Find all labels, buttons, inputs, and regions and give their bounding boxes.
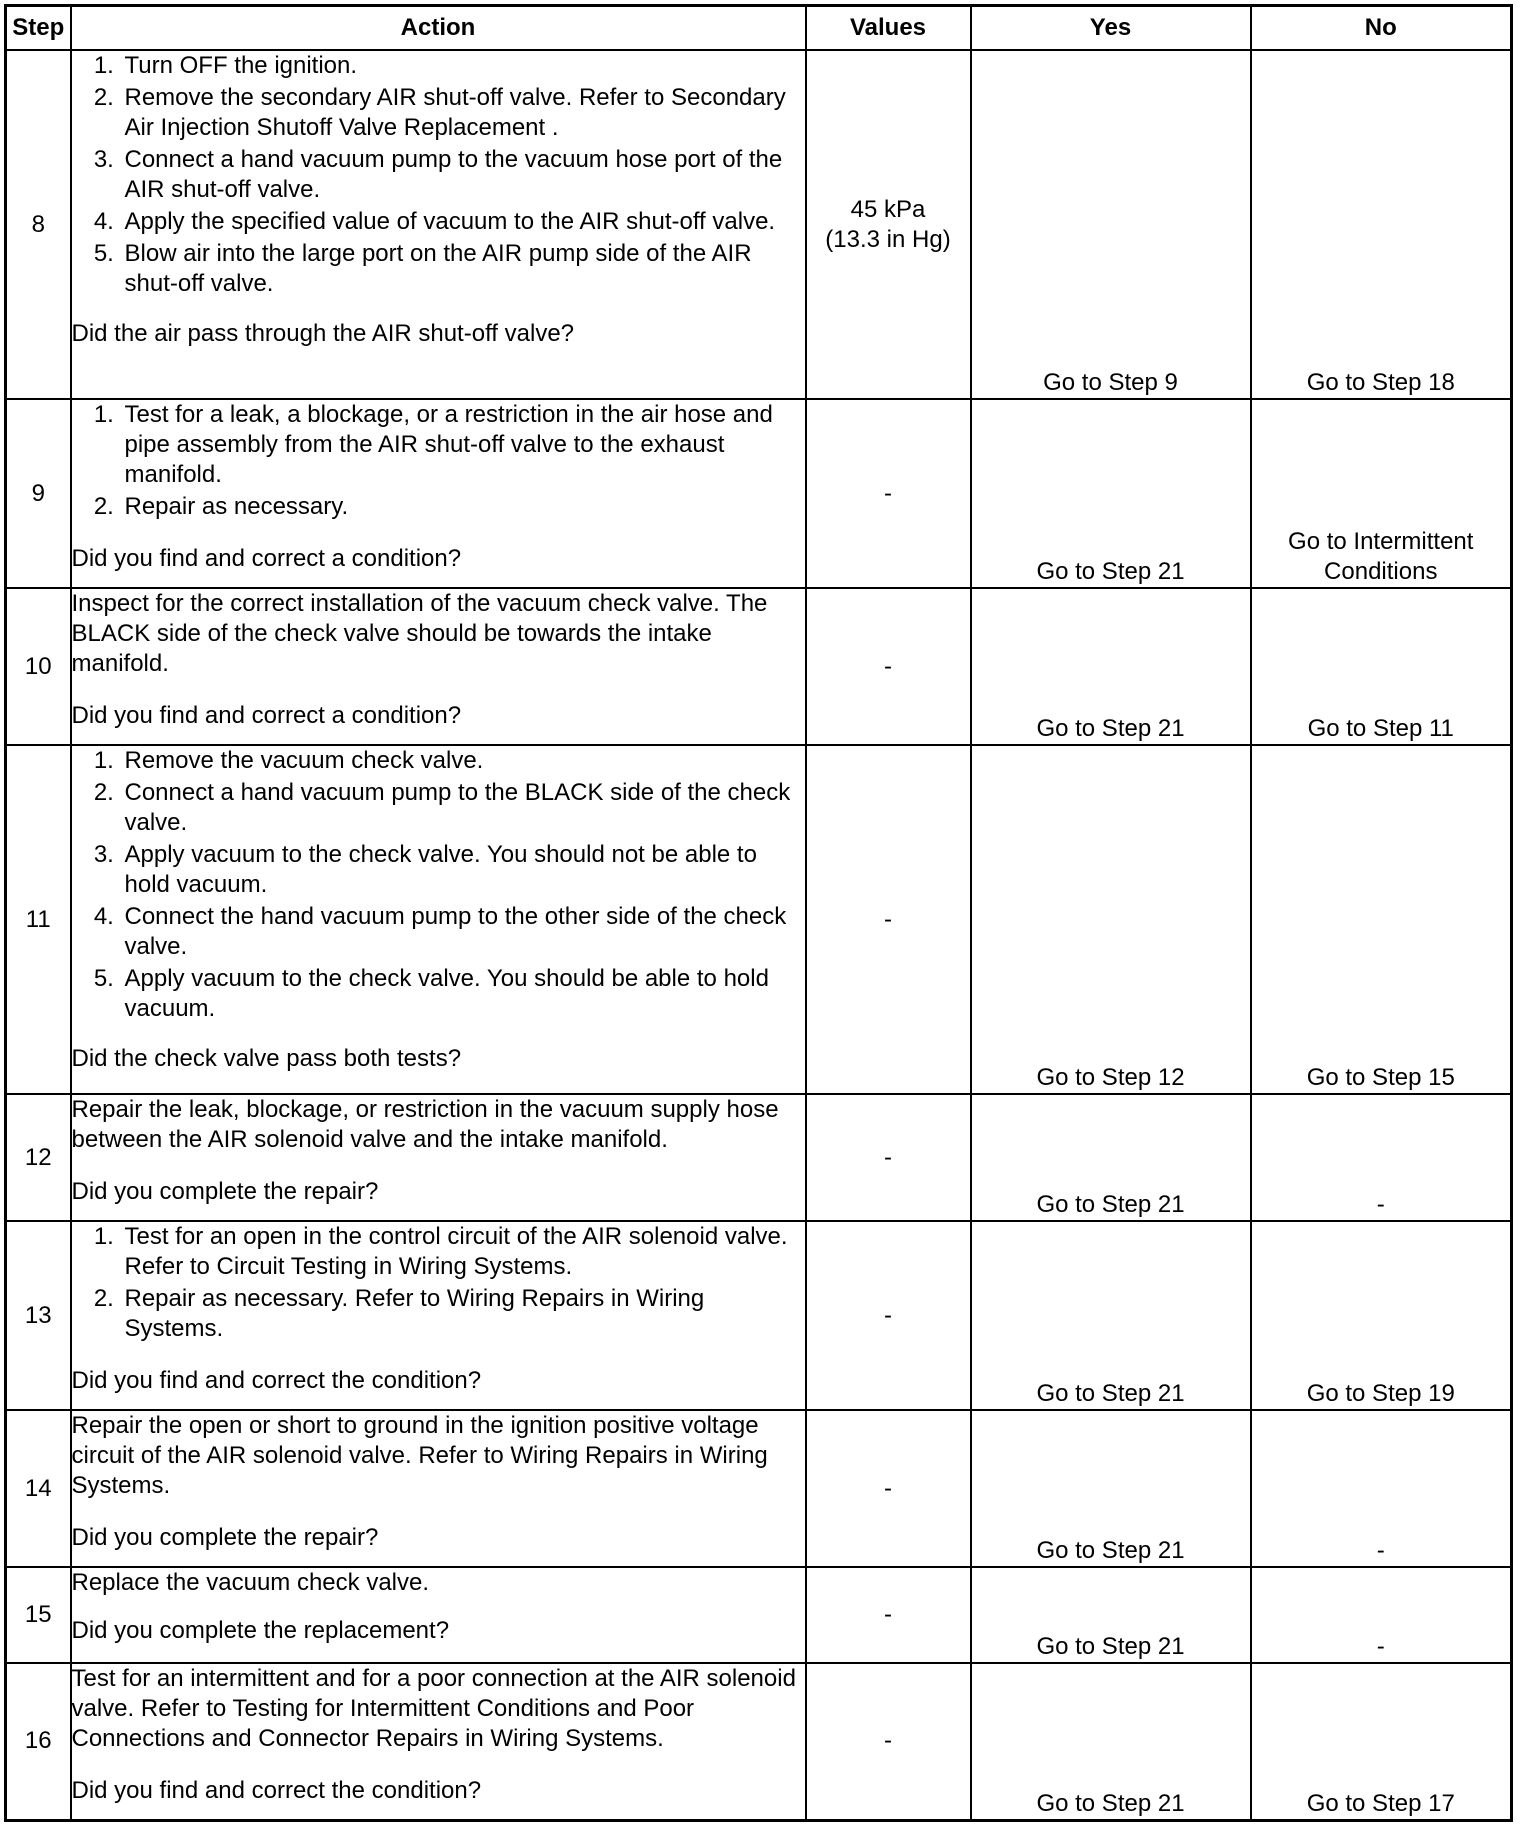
list-item: 3. Apply vacuum to the check valve. You should not be able to hold vacuum. [121, 840, 805, 900]
list-item: 2. Connect a hand vacuum pump to the BLACK side of the check valve. [121, 778, 805, 838]
yes-cell: Go to Step 9 [971, 50, 1251, 399]
action-text: Replace the vacuum check valve. [71, 1569, 430, 1596]
no-cell: - [1251, 1567, 1512, 1663]
values-cell: - [806, 1410, 971, 1567]
diagnostic-table-sheet [4, 4, 1510, 1822]
yes-cell: Go to Step 21 [971, 1094, 1251, 1221]
action-steps-list [72, 746, 805, 1024]
action-cell [71, 1410, 806, 1567]
action-cell [71, 1663, 806, 1820]
action-text: Inspect for the correct installation of the vacuum check valve. The BLACK side of the check valve should be towards the intake manifold. [71, 590, 768, 677]
action-steps-list [72, 1222, 805, 1344]
table-row [6, 50, 1512, 399]
values-cell: - [806, 399, 971, 588]
no-cell: - [1251, 1410, 1512, 1567]
header-step: Step [6, 6, 71, 51]
yes-cell: Go to Step 21 [971, 1567, 1251, 1663]
step-number: 16 [6, 1663, 71, 1820]
action-text: Repair the open or short to ground in the ignition positive voltage circuit of the AIR solenoid valve. Refer to Wiring Repairs in Wiring Systems. [71, 1412, 768, 1499]
list-item: 4. Connect the hand vacuum pump to the other side of the check valve. [121, 902, 805, 962]
step-number: 13 [6, 1221, 71, 1410]
step-number: 12 [6, 1094, 71, 1221]
list-item: 4. Apply the specified value of vacuum to the AIR shut-off valve. [121, 207, 805, 237]
values-cell: - [806, 1567, 971, 1663]
values-cell: - [806, 1094, 971, 1221]
list-item: 5. Apply vacuum to the check valve. You should be able to hold vacuum. [121, 964, 805, 1024]
action-cell [71, 1094, 806, 1221]
no-cell: Go to Step 15 [1251, 745, 1512, 1094]
action-steps-list [72, 400, 805, 522]
action-cell [71, 588, 806, 745]
no-cell: Go to Step 17 [1251, 1663, 1512, 1820]
list-item: 2. Repair as necessary. Refer to Wiring Repairs in Wiring Systems. [121, 1284, 805, 1344]
action-text: Test for an intermittent and for a poor connection at the AIR solenoid valve. Refer to Testing for Intermittent Conditions and Poor Connections and Connector Repairs in Wiring Systems. [71, 1665, 796, 1752]
values-cell: - [806, 745, 971, 1094]
table-row [6, 1221, 1512, 1410]
list-item: 1. Remove the vacuum check valve. [121, 746, 805, 776]
no-line: Conditions [1324, 558, 1438, 585]
list-item: 2. Repair as necessary. [121, 492, 805, 522]
no-cell: - [1251, 1094, 1512, 1221]
no-cell: Go to Step 19 [1251, 1221, 1512, 1410]
list-item: 3. Connect a hand vacuum pump to the vacuum hose port of the AIR shut-off valve. [121, 145, 805, 205]
no-line: Go to Intermittent [1288, 528, 1474, 555]
table-row [6, 1567, 1512, 1663]
values-cell: - [806, 1221, 971, 1410]
yes-cell: Go to Step 21 [971, 588, 1251, 745]
yes-cell: Go to Step 21 [971, 1221, 1251, 1410]
values-line: (13.3 in Hg) [825, 225, 951, 253]
action-cell [71, 1567, 806, 1663]
diagnostic-table [4, 4, 1513, 1822]
list-item: 1. Test for an open in the control circuit of the AIR solenoid valve. Refer to Circuit Testing in Wiring Systems. [121, 1222, 805, 1282]
action-question: Did you complete the replacement? [71, 1617, 450, 1644]
yes-cell: Go to Step 21 [971, 1663, 1251, 1820]
action-cell [71, 50, 806, 399]
table-row [6, 399, 1512, 588]
yes-cell: Go to Step 12 [971, 745, 1251, 1094]
list-item: 1. Test for a leak, a blockage, or a restriction in the air hose and pipe assembly from the AIR shut-off valve to the exhaust manifold. [121, 400, 805, 490]
action-steps-list [72, 51, 805, 299]
table-row [6, 588, 1512, 745]
action-question: Did you find and correct a condition? [71, 702, 462, 729]
yes-cell: Go to Step 21 [971, 1410, 1251, 1567]
table-row [6, 1663, 1512, 1820]
header-yes: Yes [971, 6, 1251, 51]
table-row [6, 745, 1512, 1094]
action-cell [71, 745, 806, 1094]
no-cell: Go to Step 18 [1251, 50, 1512, 399]
list-item: 5. Blow air into the large port on the AIR pump side of the AIR shut-off valve. [121, 239, 805, 299]
step-number: 15 [6, 1567, 71, 1663]
table-header-row [6, 6, 1512, 51]
list-item: 1. Turn OFF the ignition. [121, 51, 805, 81]
action-cell [71, 399, 806, 588]
action-question: Did you find and correct the condition? [71, 1777, 482, 1804]
table-row [6, 1094, 1512, 1221]
step-number: 9 [6, 399, 71, 588]
values-cell: - [806, 1663, 971, 1820]
values-line: 45 kPa [850, 195, 926, 223]
action-question: Did you find and correct a condition? [71, 545, 462, 572]
step-number: 14 [6, 1410, 71, 1567]
action-text: Repair the leak, blockage, or restriction in the vacuum supply hose between the AIR solenoid valve and the intake manifold. [71, 1096, 779, 1153]
action-question: Did you complete the repair? [71, 1524, 379, 1551]
list-item: 2. Remove the secondary AIR shut-off valve. Refer to Secondary Air Injection Shutoff Valve Replacement . [121, 83, 805, 143]
action-question: Did you complete the repair? [71, 1178, 379, 1205]
header-values: Values [806, 6, 971, 51]
step-number: 11 [6, 745, 71, 1094]
header-action: Action [71, 6, 806, 51]
action-question: Did the air pass through the AIR shut-off valve? [71, 320, 575, 347]
header-no: No [1251, 6, 1512, 51]
values-cell: - [806, 588, 971, 745]
no-cell [1251, 399, 1512, 588]
values-cell [806, 50, 971, 399]
action-cell [71, 1221, 806, 1410]
table-row [6, 1410, 1512, 1567]
no-cell: Go to Step 11 [1251, 588, 1512, 745]
action-question: Did you find and correct the condition? [71, 1367, 482, 1394]
action-question: Did the check valve pass both tests? [71, 1045, 462, 1072]
step-number: 8 [6, 50, 71, 399]
yes-cell: Go to Step 21 [971, 399, 1251, 588]
step-number: 10 [6, 588, 71, 745]
